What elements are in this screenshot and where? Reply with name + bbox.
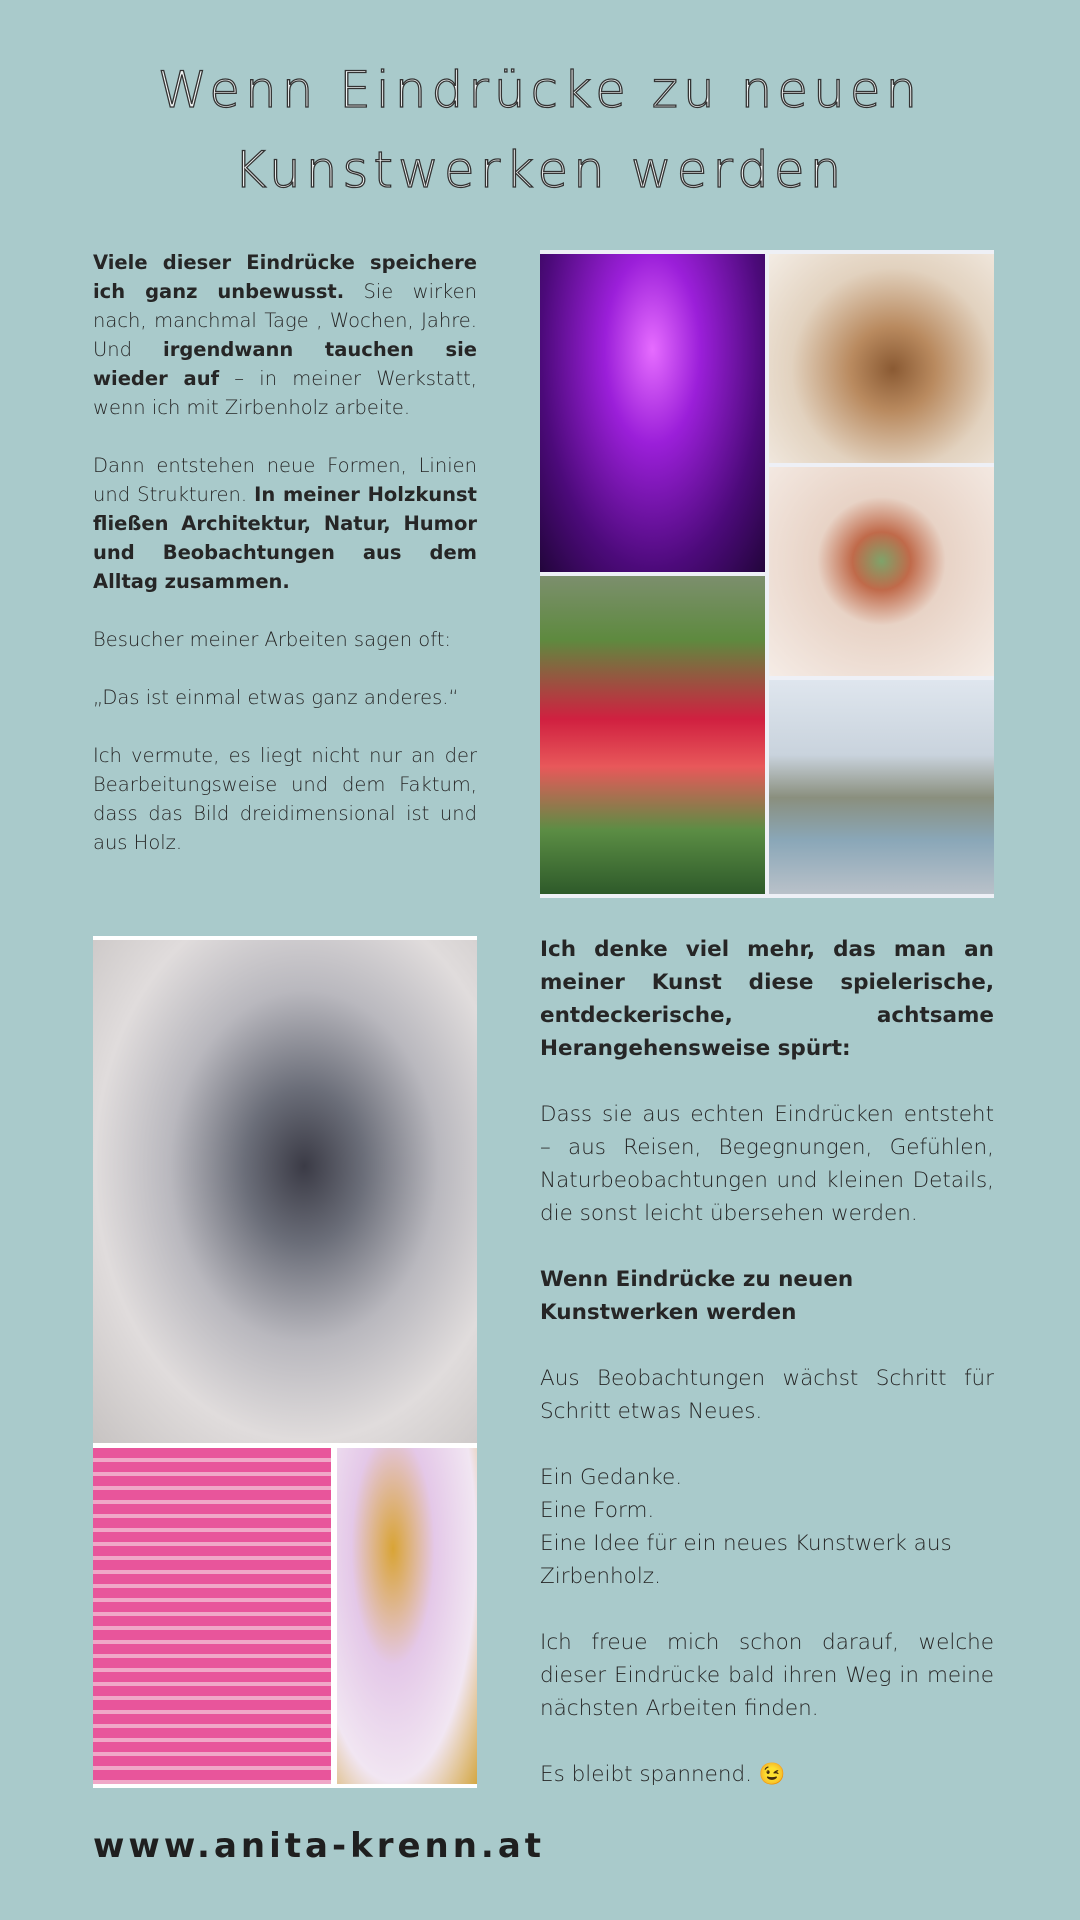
intro-text-3: Dann entstehen neue Formen, Linien und Strukturen. (93, 454, 477, 506)
main-paragraph-1 (540, 933, 994, 1065)
main-subheading (540, 1263, 994, 1329)
photo-church-interior (540, 254, 765, 572)
photo-gold-ornament (337, 1448, 477, 1784)
intro-paragraph-2 (93, 451, 477, 596)
photo-flower-market (540, 576, 765, 894)
intro-bold-2: irgendwann tauchen sie wieder auf (93, 338, 477, 390)
page-title-line-2: Kunstwerken werden (233, 141, 847, 199)
intro-text-column (93, 248, 477, 857)
main-text-column (540, 933, 994, 1791)
photo-pink-stairs (93, 1448, 331, 1784)
photo-collage-travel (540, 250, 994, 898)
main-line-gedanke: Ein Gedanke. (540, 1465, 683, 1490)
intro-bold-1: Viele dieser Eindrücke speichere ich ganz unbewusst. (93, 251, 477, 303)
website-link[interactable]: www.anita-krenn.at (93, 1826, 546, 1866)
intro-text-2: – in meiner Werkstatt, wenn ich mit Zirbenholz arbeite. (93, 367, 477, 419)
page-title-line-1: Wenn Eindrücke zu neuen (157, 61, 923, 119)
main-paragraph-5 (540, 1461, 994, 1593)
main-closing: Es bleibt spannend. 😉 (540, 1762, 786, 1787)
intro-quote: „Das ist einmal etwas ganz anderes.“ (93, 686, 459, 709)
main-paragraph-6: Ich freue mich schon darauf, welche dieser Eindrücke bald ihren Weg in meine nächsten Arbeiten finden. (540, 1630, 994, 1721)
main-bold-1: Ich denke viel mehr, das man an meiner Kunst diese spielerische, entdeckerische, achtsame Herangehensweise spürt: (540, 937, 994, 1061)
main-line-idee: Eine Idee für ein neues Kunstwerk aus Zirbenholz. (540, 1531, 952, 1589)
photo-collage-details (93, 936, 477, 1788)
main-paragraph-2: Dass sie aus echten Eindrücken entsteht – aus Reisen, Begegnungen, Gefühlen, Naturbeobachtungen und kleinen Details, die sonst leicht übersehen werden. (540, 1102, 994, 1226)
intro-paragraph-1 (93, 248, 477, 422)
photo-painted-vault (769, 467, 994, 676)
intro-paragraph-5: Ich vermute, es liegt nicht nur an der Bearbeitungsweise und dem Faktum, dass das Bild dreidimensional ist und aus Holz. (93, 744, 477, 854)
intro-bold-3: In meiner Holzkunst fließen Architektur, Natur, Humor und Beobachtungen aus dem Alltag zusammen. (93, 483, 477, 593)
main-paragraph-4: Aus Beobachtungen wächst Schritt für Schritt etwas Neues. (540, 1366, 994, 1424)
intro-paragraph-3: Besucher meiner Arbeiten sagen oft: (93, 628, 451, 651)
main-line-form: Eine Form. (540, 1498, 655, 1523)
main-subheading-text: Wenn Eindrücke zu neuen Kunstwerken werden (540, 1267, 854, 1325)
intro-text-1: Sie wirken nach, manchmal Tage , Wochen, Jahre. Und (93, 280, 477, 361)
photo-bridge-walk (769, 680, 994, 894)
photo-stone-face-graffiti (93, 940, 477, 1443)
photo-spiral-staircase (769, 254, 994, 463)
page-title (0, 50, 1080, 210)
